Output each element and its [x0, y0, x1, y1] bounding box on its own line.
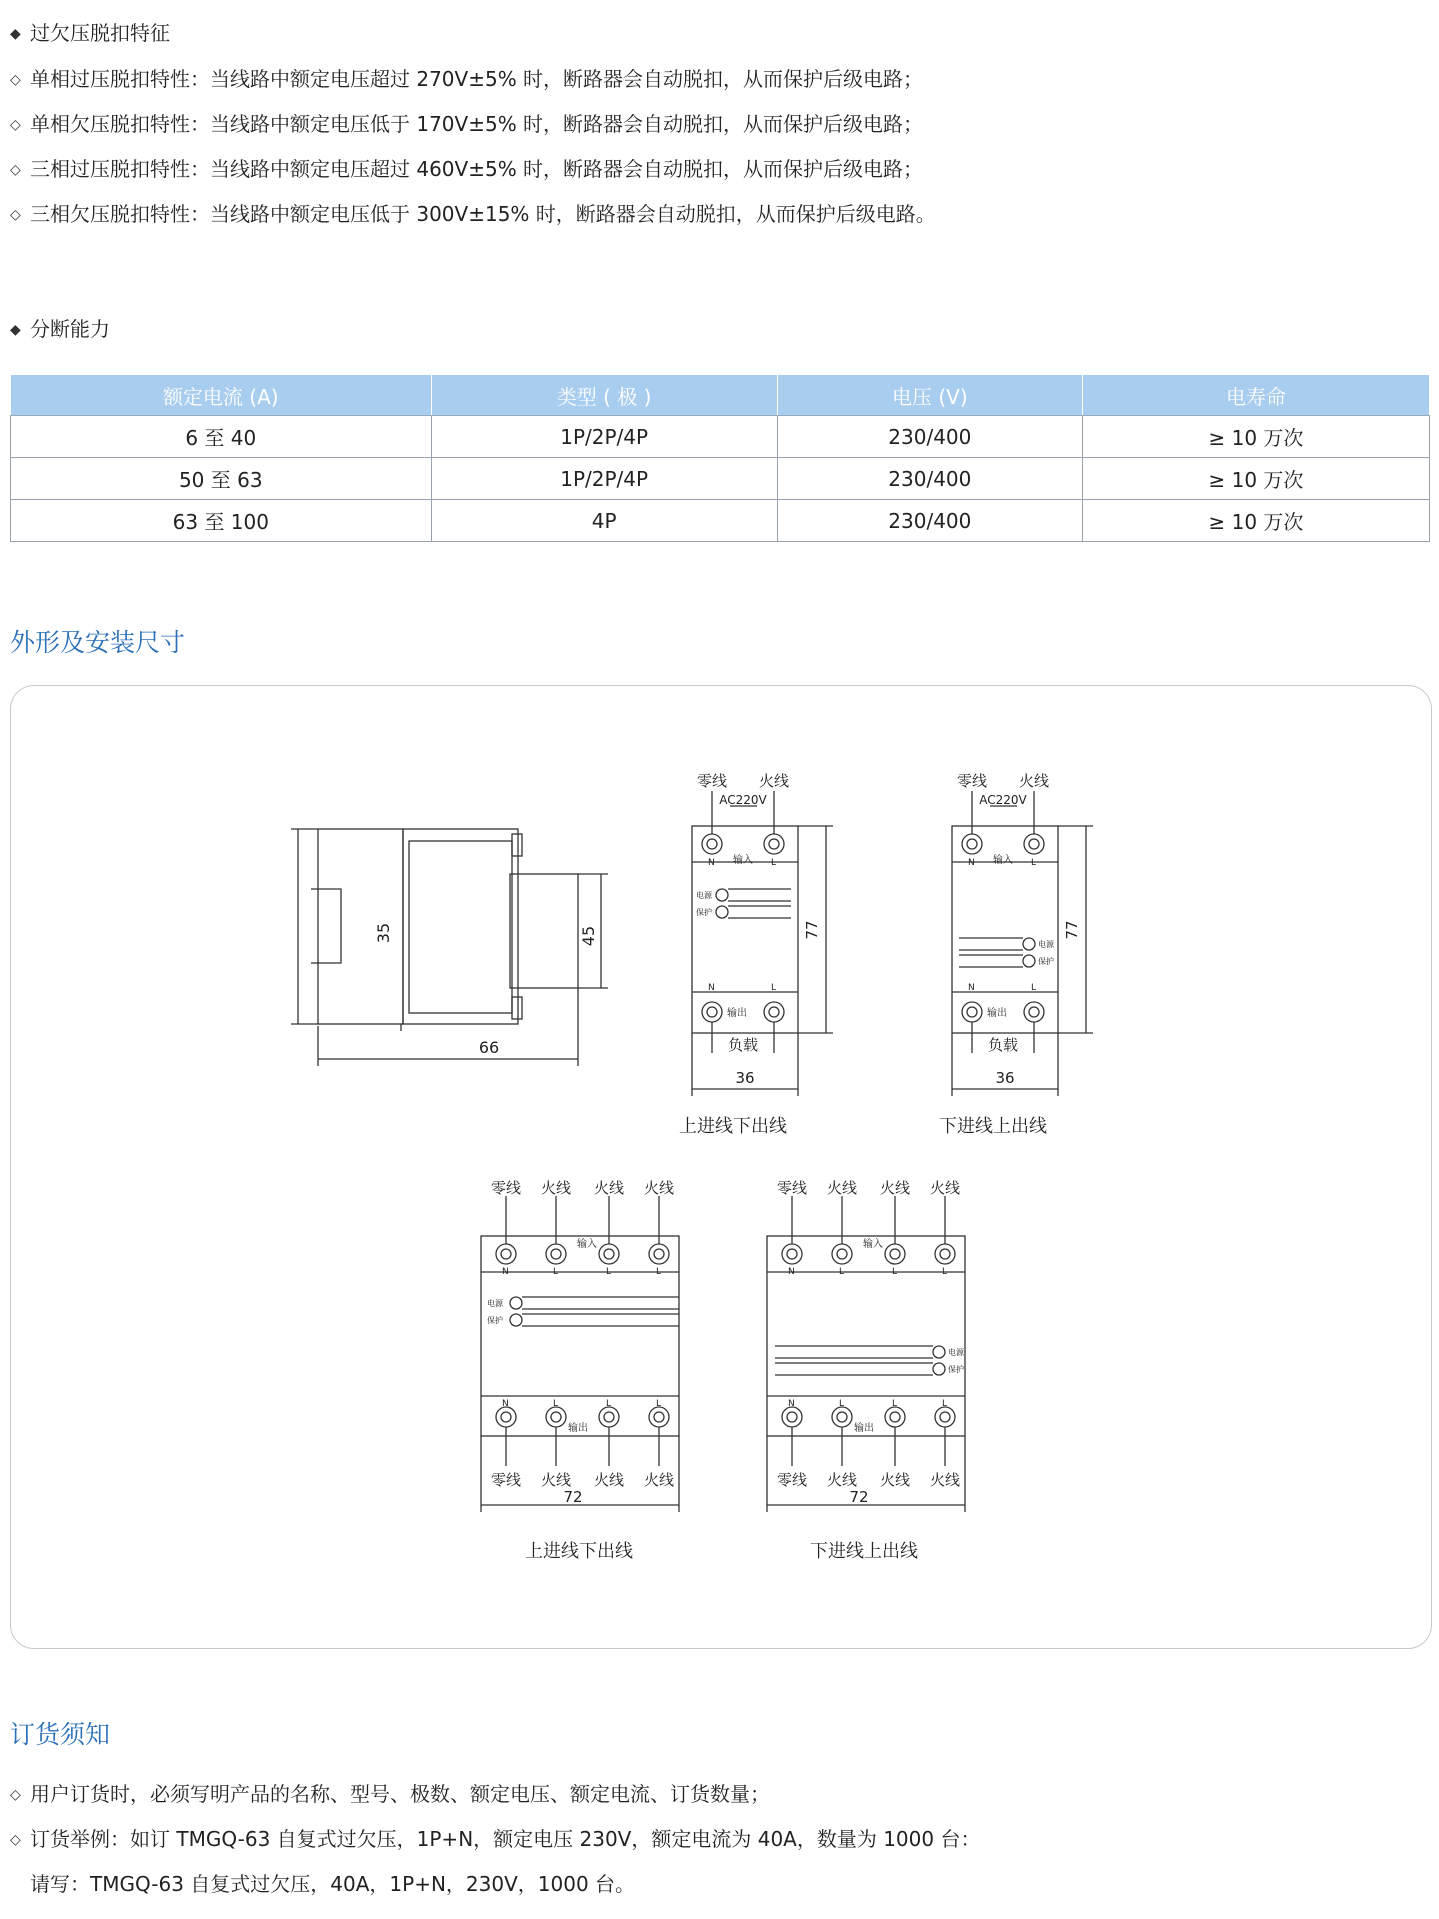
table-header-row: [11, 375, 1430, 416]
terminal-label: L: [1031, 858, 1037, 868]
terminal-label: N: [502, 1267, 509, 1277]
terminal-label: N: [708, 858, 715, 868]
hollow-diamond-icon: ◇: [10, 162, 21, 178]
hollow-diamond-icon: ◇: [10, 1787, 21, 1803]
dim-label: 72: [563, 1488, 583, 1506]
voltage-label: AC220V: [719, 793, 767, 807]
wire-label: 火线: [758, 772, 790, 790]
terminal-label: L: [839, 1267, 845, 1277]
terminal-label: N: [968, 983, 975, 993]
section-title-breaking: ◆ 分断能力: [10, 317, 110, 341]
table-cell: 1P/2P/4P: [431, 458, 777, 500]
terminal-label: L: [656, 1399, 662, 1409]
terminal-label: N: [502, 1399, 509, 1409]
wire-label: 火线: [929, 1179, 961, 1197]
side-view-drawing: [291, 829, 608, 1066]
diamond-bullet-icon: ◆: [10, 26, 21, 42]
terminal-label: L: [553, 1399, 559, 1409]
terminal-label: 输入: [993, 855, 1013, 866]
hollow-diamond-icon: ◇: [10, 207, 21, 223]
dim-label: 35: [374, 922, 393, 944]
order-example: 请写：TMGQ-63 自复式过欠压，40A，1P+N，230V，1000 台。: [30, 1872, 636, 1896]
terminal-label: N: [788, 1399, 795, 1409]
dim-label: 36: [735, 1069, 755, 1087]
list-item: ◇ 三相欠压脱扣特性：当线路中额定电压低于 300V±15% 时，断路器会自动脱扣，从而保护后级电路。: [10, 202, 936, 226]
wire-label: 零线: [490, 1179, 522, 1197]
table-cell: 6 至 40: [11, 416, 432, 458]
wire-label: 零线: [696, 772, 728, 790]
wire-label: 火线: [929, 1471, 961, 1489]
wire-label: 火线: [643, 1179, 675, 1197]
terminal-label: L: [892, 1399, 898, 1409]
wire-label: 火线: [879, 1471, 911, 1489]
wire-label: 火线: [826, 1471, 858, 1489]
table-row: [11, 416, 1430, 458]
terminal-label: L: [942, 1267, 948, 1277]
breaking-capacity-table: [10, 374, 1430, 542]
wire-label: 零线: [490, 1471, 522, 1489]
terminal-label: L: [942, 1399, 948, 1409]
hollow-diamond-icon: ◇: [10, 1832, 21, 1848]
column-header: 电压 (V): [777, 375, 1082, 416]
list-item: ◇ 单相欠压脱扣特性：当线路中额定电压低于 170V±5% 时，断路器会自动脱扣，从而保护后级电路；: [10, 112, 924, 136]
table-cell: 230/400: [777, 416, 1082, 458]
dim-label: 45: [579, 925, 598, 947]
indicator-label: 电源: [696, 891, 712, 900]
indicator-label: 保护: [948, 1365, 964, 1374]
table-cell: 63 至 100: [11, 500, 432, 542]
terminal-label: 输出: [568, 1423, 588, 1434]
terminal-label: 输入: [577, 1239, 597, 1250]
terminal-label: L: [892, 1267, 898, 1277]
column-header: 电寿命: [1082, 375, 1429, 416]
terminal-label: N: [968, 858, 975, 868]
indicator-label: 电源: [487, 1299, 503, 1308]
terminal-label: 输出: [987, 1008, 1007, 1019]
drawing-caption: 下进线上出线: [939, 1116, 1047, 1137]
column-header: 类型 ( 极 ): [431, 375, 777, 416]
indicator-label: 保护: [1038, 957, 1054, 966]
column-header: 额定电流 (A): [11, 375, 432, 416]
dim-label: 36: [995, 1069, 1015, 1087]
wire-label: 火线: [879, 1179, 911, 1197]
list-item: ◇ 三相过压脱扣特性：当线路中额定电压超过 460V±5% 时，断路器会自动脱扣，从而保护后级电路；: [10, 157, 924, 181]
drawing-caption: 上进线下出线: [679, 1116, 787, 1137]
order-title: 订货须知: [10, 1720, 111, 1749]
load-label: 负载: [987, 1036, 1019, 1054]
table-cell: 230/400: [777, 500, 1082, 542]
drawing-caption: 下进线上出线: [810, 1541, 918, 1562]
terminal-label: 输入: [863, 1239, 883, 1250]
terminal-label: N: [788, 1267, 795, 1277]
indicator-label: 保护: [696, 908, 712, 917]
wire-label: 火线: [540, 1471, 572, 1489]
dim-label: 77: [1063, 920, 1081, 940]
terminal-label: L: [771, 983, 777, 993]
terminal-label: L: [771, 858, 777, 868]
single-pole-bottom-in-drawing: [952, 791, 1093, 1096]
terminal-label: L: [553, 1267, 559, 1277]
wire-label: 零线: [776, 1179, 808, 1197]
terminal-label: L: [656, 1267, 662, 1277]
wire-label: 零线: [956, 772, 988, 790]
hollow-diamond-icon: ◇: [10, 72, 21, 88]
dim-label: 77: [803, 920, 821, 940]
table-cell: ≥ 10 万次: [1082, 500, 1429, 542]
terminal-label: N: [708, 983, 715, 993]
dimension-drawings: [11, 686, 1431, 1648]
table-cell: 50 至 63: [11, 458, 432, 500]
wire-label: 零线: [776, 1471, 808, 1489]
section-title-trip: ◆ 过欠压脱扣特征: [10, 21, 170, 45]
drawing-caption: 上进线下出线: [525, 1541, 633, 1562]
terminal-label: L: [606, 1399, 612, 1409]
wire-label: 火线: [643, 1471, 675, 1489]
indicator-label: 电源: [1038, 940, 1054, 949]
indicator-label: 保护: [487, 1316, 503, 1325]
table-cell: 230/400: [777, 458, 1082, 500]
dimension-drawing-panel: [10, 685, 1432, 1649]
terminal-label: L: [606, 1267, 612, 1277]
dimensions-title: 外形及安装尺寸: [10, 628, 186, 657]
voltage-label: AC220V: [979, 793, 1027, 807]
terminal-label: 输出: [854, 1423, 874, 1434]
table-cell: 1P/2P/4P: [431, 416, 777, 458]
wire-label: 火线: [826, 1179, 858, 1197]
table-cell: 4P: [431, 500, 777, 542]
hollow-diamond-icon: ◇: [10, 117, 21, 133]
terminal-label: 输出: [727, 1008, 747, 1019]
table-cell: ≥ 10 万次: [1082, 458, 1429, 500]
list-item: ◇ 订货举例：如订 TMGQ-63 自复式过欠压，1P+N，额定电压 230V，额定电流为 40A，数量为 1000 台：: [10, 1827, 981, 1851]
wire-label: 火线: [593, 1471, 625, 1489]
terminal-label: 输入: [733, 855, 753, 866]
table-cell: ≥ 10 万次: [1082, 416, 1429, 458]
wire-label: 火线: [540, 1179, 572, 1197]
load-label: 负载: [727, 1036, 759, 1054]
dim-label: 66: [478, 1038, 500, 1057]
wire-label: 火线: [593, 1179, 625, 1197]
terminal-label: L: [839, 1399, 845, 1409]
wire-label: 火线: [1018, 772, 1050, 790]
table-row: [11, 458, 1430, 500]
terminal-label: L: [1031, 983, 1037, 993]
table-row: [11, 500, 1430, 542]
single-pole-top-in-drawing: [692, 791, 833, 1096]
list-item: ◇ 用户订货时，必须写明产品的名称、型号、极数、额定电压、额定电流、订货数量；: [10, 1782, 770, 1806]
indicator-label: 电源: [948, 1348, 964, 1357]
dim-label: 72: [849, 1488, 869, 1506]
list-item: ◇ 单相过压脱扣特性：当线路中额定电压超过 270V±5% 时，断路器会自动脱扣，从而保护后级电路；: [10, 67, 924, 91]
diamond-bullet-icon: ◆: [10, 322, 21, 338]
